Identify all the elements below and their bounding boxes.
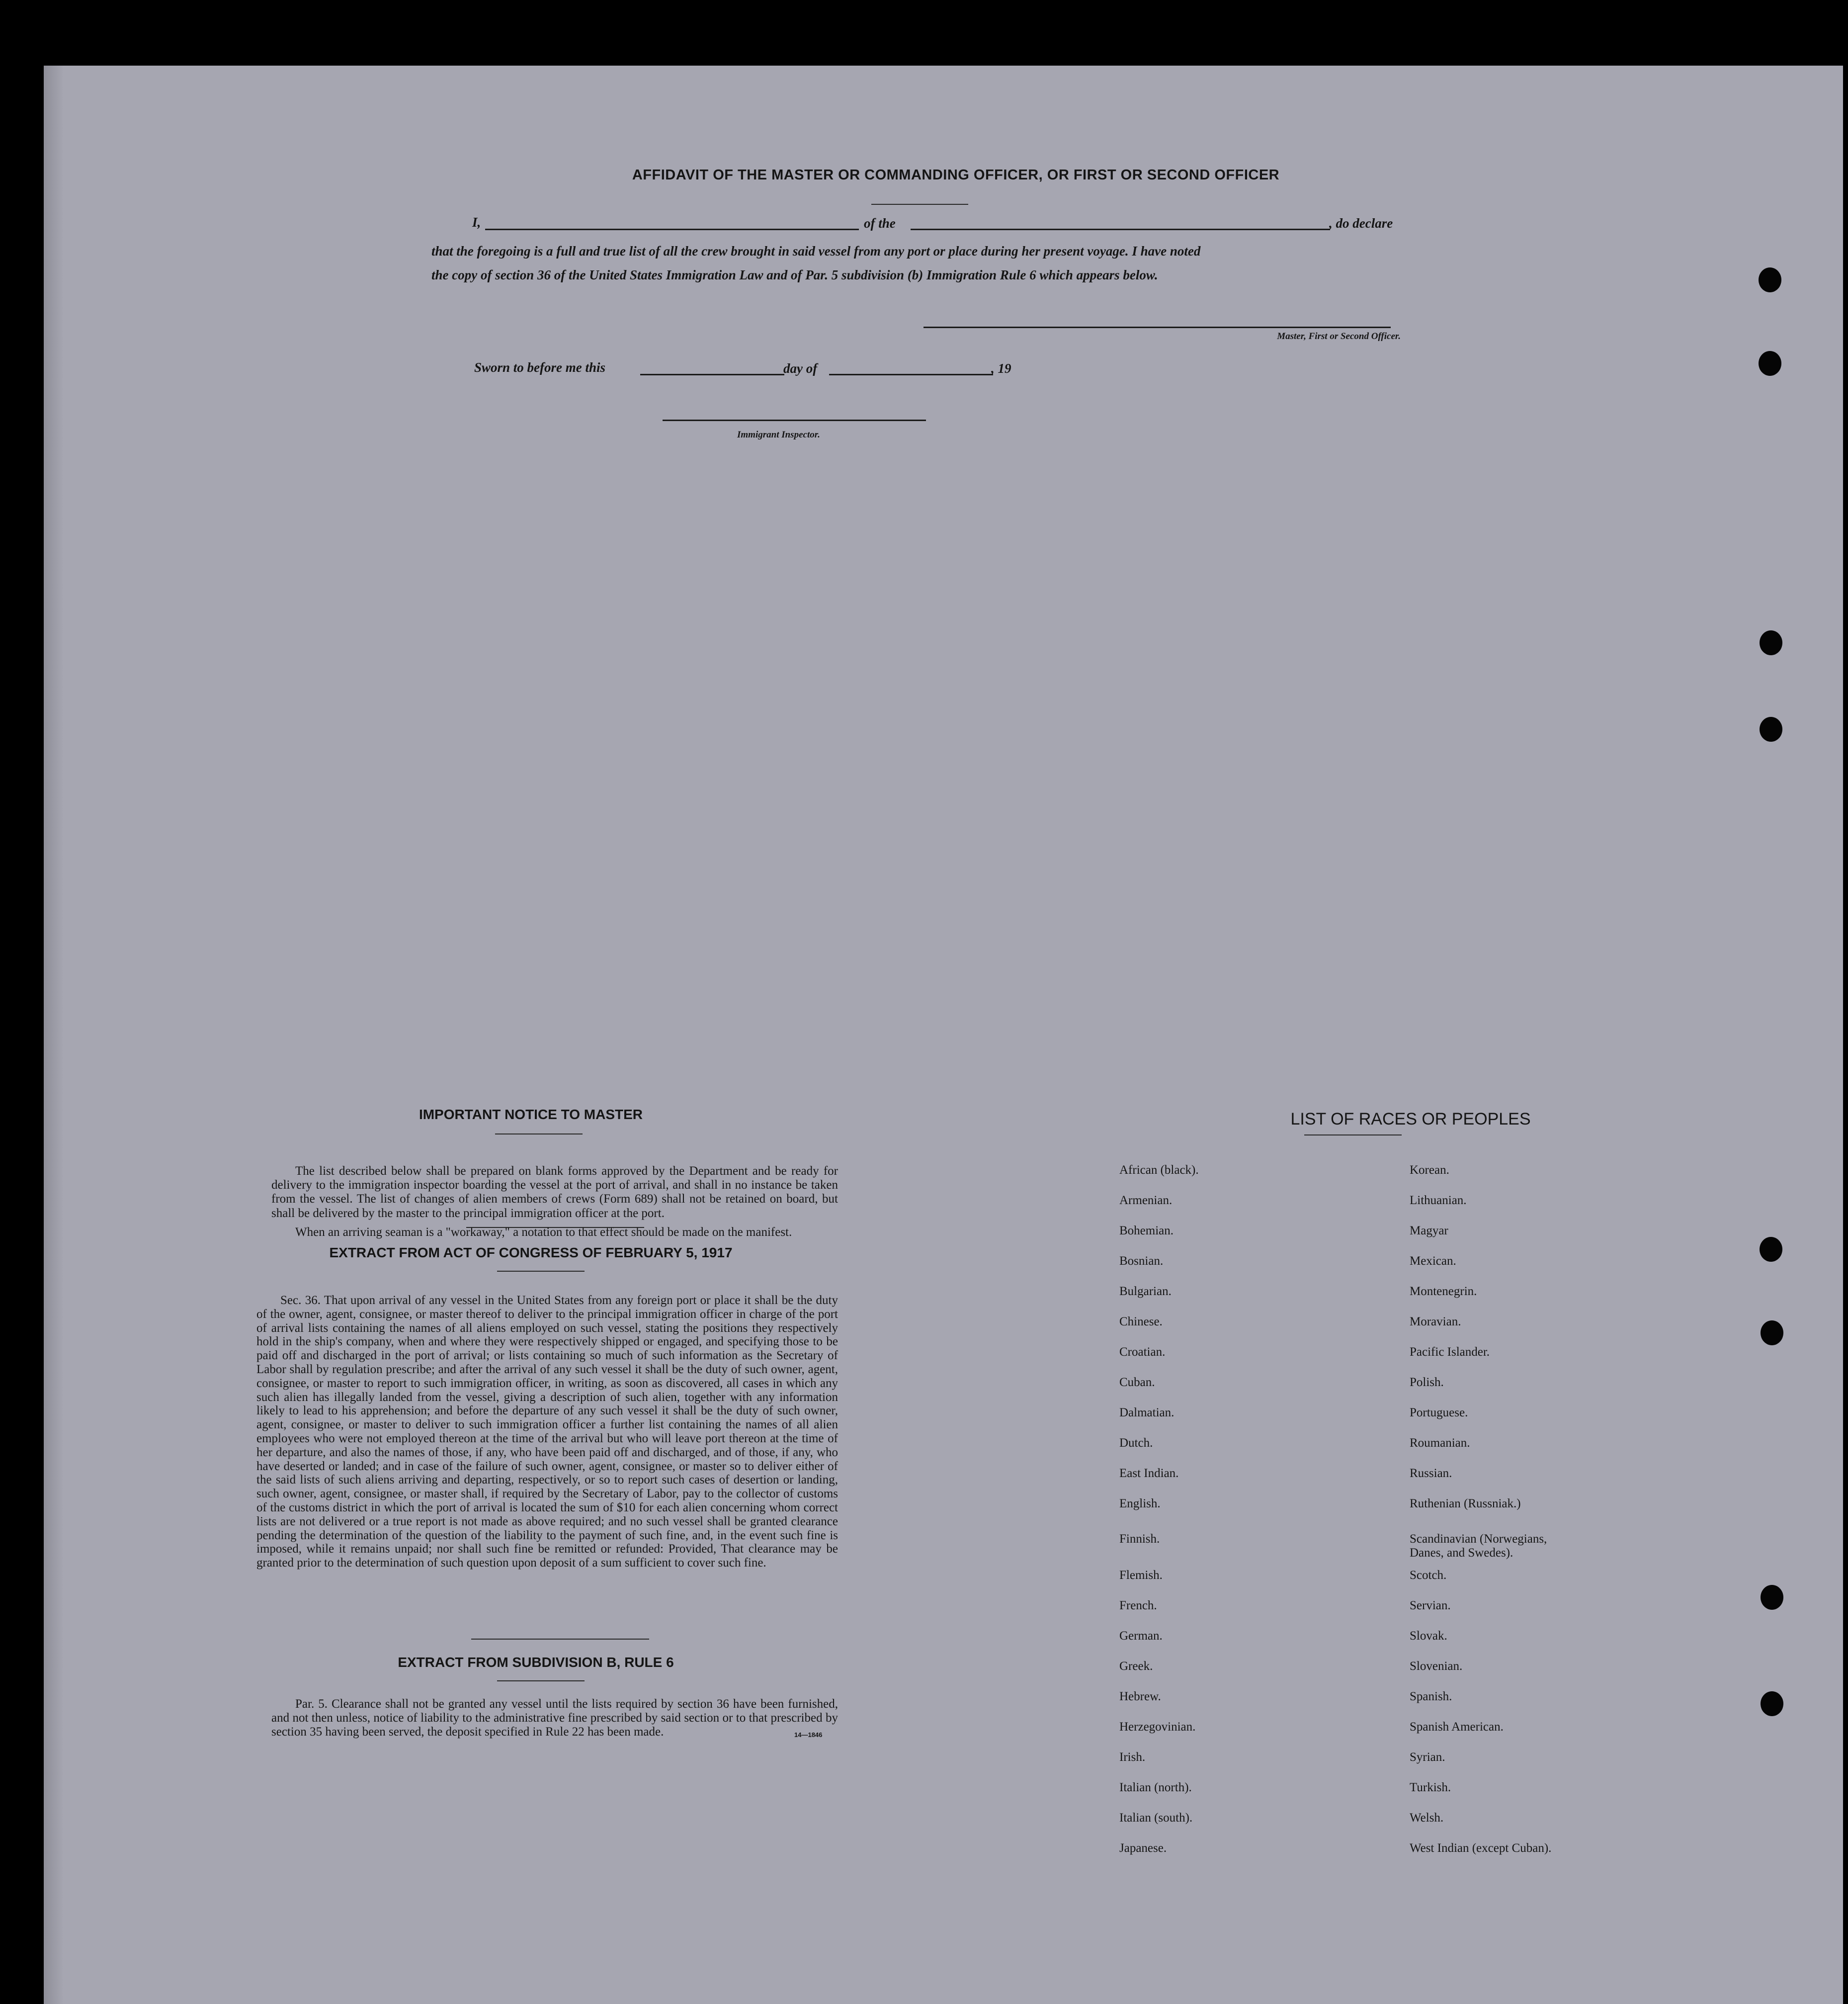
punch-hole: [1760, 717, 1782, 742]
race-item: West Indian (except Cuban).: [1410, 1841, 1552, 1855]
divider: [466, 1227, 644, 1228]
race-item: French.: [1119, 1599, 1157, 1612]
race-item: Pacific Islander.: [1410, 1345, 1490, 1359]
notice-paragraph: The list described below shall be prepared on blank forms approved by the Department and be ready for delivery to the immigration inspector boarding the vessel at the port of arrival, and shall in no instance be taken from the vessel. The list of changes of alien members of crews (Form 689) shall not be retained on board, but shall be delivered by the master to the principal immigration officer at the port.: [271, 1164, 838, 1220]
race-item: Finnish.: [1119, 1532, 1160, 1546]
notice-title: IMPORTANT NOTICE TO MASTER: [419, 1107, 643, 1122]
inspector-signature-line: [663, 420, 926, 421]
race-item: Slovak.: [1410, 1629, 1447, 1643]
act-paragraph: Sec. 36. That upon arrival of any vessel in the United States from any foreign port or place it shall be the duty of the owner, agent, consignee, or master thereof to deliver to the principal immigration officer in charge of the port of arrival lists containing the names of all aliens employed on such vessel, stating the positions they respectively hold in the ship's company, when and where they were respectively shipped or engaged, and specifying those to be paid off and discharged in the port of arrival; or lists containing so much of such information as the Secretary of Labor shall by regulation prescribe; and after the arrival of any such vessel it shall be the duty of such owner, agent, consignee, or master to report to such immigration officer, in writing, as soon as discovered, all cases in which any such alien has illegally landed from the vessel, giving a description of such alien, together with any information likely to lead to his apprehension; and before the departure of any such vessel it shall be the duty of such owner, agent, consignee, or master to deliver to such immigration officer a further list containing the names of all alien employees who were not employed thereon at the time of the arrival but who will leave port thereon at the time of her departure, and also the names of those, if any, who have been paid off and discharged, and of those, if any, who have deserted or landed; and in case of the failure of such owner, agent, consignee, or master so to deliver either of the said lists of such aliens arriving and departing, respectively, or so to report such cases of desertion or landing, such owner, agent, consignee, or master shall, if required by the Secretary of Labor, pay to the collector of customs of the customs district in which the port of arrival is located the sum of $10 for each alien concerning whom correct lists are not delivered or a true report is not made as above required; and no such vessel shall be granted clearance pending the determination of the question of the liability to the payment of such fine, and, in the event such fine is imposed, while it remains unpaid; nor shall such fine be remitted or refunded: Provided, That clearance may be granted prior to the determination of such question upon deposit of a sum sufficient to cover such fine.: [256, 1294, 838, 1570]
race-item: English.: [1119, 1497, 1161, 1510]
punch-hole: [1760, 1237, 1782, 1262]
rule-title: EXTRACT FROM SUBDIVISION B, RULE 6: [398, 1655, 674, 1670]
page-edge-shadow: [44, 66, 64, 2004]
race-item: German.: [1119, 1629, 1163, 1643]
divider: [495, 1133, 583, 1134]
race-item: Roumanian.: [1410, 1436, 1470, 1450]
document-page: [44, 66, 1843, 2004]
vessel-blank-line: [911, 229, 1330, 230]
notice-body: [271, 1164, 838, 1239]
race-item: Servian.: [1410, 1599, 1451, 1612]
race-item: East Indian.: [1119, 1467, 1179, 1480]
signature-label: Master, First or Second Officer.: [1277, 331, 1401, 342]
sworn-month-line: [829, 374, 993, 375]
race-item: Japanese.: [1119, 1841, 1167, 1855]
race-item: Flemish.: [1119, 1568, 1163, 1582]
race-item: Magyar: [1410, 1224, 1448, 1237]
act-title: EXTRACT FROM ACT OF CONGRESS OF FEBRUARY 5, 1917: [329, 1245, 733, 1260]
race-item: Russian.: [1410, 1467, 1452, 1480]
races-title: LIST OF RACES OR PEOPLES: [1290, 1110, 1531, 1129]
sworn-end: , 19: [991, 361, 1011, 376]
divider: [471, 1639, 649, 1640]
affidavit-title: AFFIDAVIT OF THE MASTER OR COMMANDING OFFICER, OR FIRST OR SECOND OFFICER: [632, 167, 1280, 183]
race-item: Korean.: [1410, 1163, 1449, 1177]
race-item: African (black).: [1119, 1163, 1199, 1177]
race-item: Dutch.: [1119, 1436, 1153, 1450]
divider: [1304, 1134, 1402, 1135]
punch-hole: [1761, 1585, 1783, 1610]
affidavit-line1-mid: of the: [864, 216, 896, 231]
race-item: Welsh.: [1410, 1811, 1444, 1825]
race-item: Armenian.: [1119, 1194, 1173, 1207]
affidavit-line1-start: I,: [472, 215, 481, 230]
race-item: Spanish.: [1410, 1690, 1452, 1703]
race-item: Herzegovinian.: [1119, 1720, 1196, 1734]
race-item: Mexican.: [1410, 1254, 1456, 1268]
race-item: Scotch.: [1410, 1568, 1447, 1582]
punch-hole: [1760, 630, 1782, 655]
race-item: Moravian.: [1410, 1315, 1461, 1328]
race-item: Polish.: [1410, 1376, 1444, 1389]
race-item: Hebrew.: [1119, 1690, 1161, 1703]
affidavit-line3: the copy of section 36 of the United States Immigration Law and of Par. 5 subdivision (b) Immigration Rule 6 which appears below.: [431, 267, 1158, 282]
race-item: Scandinavian (Norwegians, Danes, and Swedes).: [1410, 1532, 1547, 1560]
punch-hole: [1759, 267, 1781, 292]
race-item: Croatian.: [1119, 1345, 1166, 1359]
race-item: Italian (north).: [1119, 1781, 1192, 1794]
race-item: Irish.: [1119, 1750, 1146, 1764]
race-item: Bosnian.: [1119, 1254, 1164, 1268]
race-item: Lithuanian.: [1410, 1194, 1467, 1207]
form-number: 14—1846: [794, 1731, 823, 1739]
race-item: Syrian.: [1410, 1750, 1445, 1764]
notice-paragraph: When an arriving seaman is a "workaway," a notation to that effect should be made on the manifest.: [295, 1225, 792, 1239]
signature-line: [924, 327, 1391, 328]
race-item: Spanish American.: [1410, 1720, 1504, 1734]
race-item: Turkish.: [1410, 1781, 1451, 1794]
affidavit-line2: that the foregoing is a full and true list of all the crew brought in said vessel from any port or place during her present voyage. I have noted: [431, 244, 1201, 259]
race-item: Chinese.: [1119, 1315, 1163, 1328]
punch-hole: [1759, 351, 1781, 376]
race-item: Italian (south).: [1119, 1811, 1193, 1825]
rule-paragraph: Par. 5. Clearance shall not be granted any vessel until the lists required by section 36 have been furnished, and not then unless, notice of liability to the administrative fine prescribed by said section or to that prescribed by section 35 having been served, the deposit specified in Rule 22 has been made.: [271, 1697, 838, 1739]
name-blank-line: [485, 229, 859, 230]
punch-hole: [1761, 1691, 1783, 1716]
divider: [497, 1680, 585, 1681]
race-item: Slovenian.: [1410, 1659, 1463, 1673]
race-item: Bulgarian.: [1119, 1285, 1172, 1298]
rule-body: [271, 1697, 838, 1740]
race-item: Cuban.: [1119, 1376, 1155, 1389]
divider: [497, 1271, 585, 1272]
divider: [871, 204, 968, 205]
race-item: Portuguese.: [1410, 1406, 1468, 1419]
race-item: Bohemian.: [1119, 1224, 1174, 1237]
race-item: Greek.: [1119, 1659, 1153, 1673]
race-item: Ruthenian (Russniak.): [1410, 1497, 1521, 1510]
sworn-day-line: [640, 374, 784, 375]
sworn-start: Sworn to before me this: [474, 360, 606, 375]
affidavit-line1-end: , do declare: [1329, 216, 1393, 231]
punch-hole: [1761, 1320, 1783, 1345]
act-body: [256, 1294, 838, 1570]
race-item: Montenegrin.: [1410, 1285, 1477, 1298]
race-item: Dalmatian.: [1119, 1406, 1175, 1419]
sworn-mid: day of: [783, 361, 818, 376]
inspector-label: Immigrant Inspector.: [737, 430, 820, 440]
